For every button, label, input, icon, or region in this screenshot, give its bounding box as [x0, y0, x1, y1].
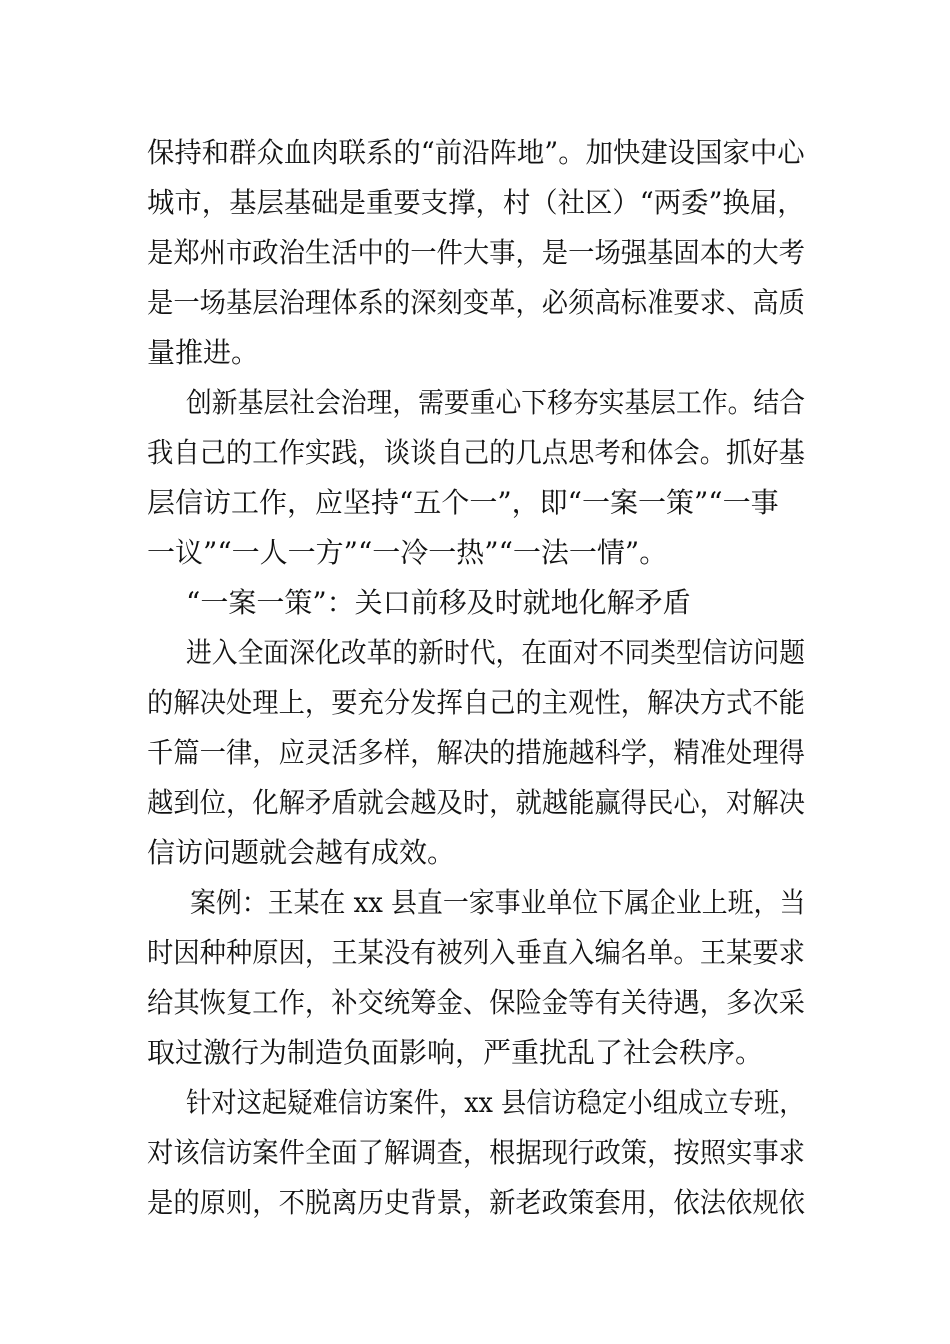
paragraph-6-line-2: 对该信访案件全面了解调查，根据现行政策，按照实事求 [147, 1136, 806, 1169]
section-heading: “一案一策”：关口前移及时就地化解矛盾 [186, 586, 691, 619]
case-paragraph-line-1: 案例：王某在 xx 县直一家事业单位下属企业上班，当 [190, 886, 806, 919]
paragraph-2-line-2: 我自己的工作实践，谈谈自己的几点思考和体会。抓好基 [147, 436, 806, 469]
paragraph-4-line-3: 千篇一律，应灵活多样，解决的措施越科学，精准处理得 [147, 736, 806, 769]
paragraph-1-line-3: 是郑州市政治生活中的一件大事，是一场强基固本的大考 [147, 236, 806, 269]
paragraph-1-line-2: 城市，基层基础是重要支撑，村（社区）“两委”换届， [147, 186, 805, 219]
case-paragraph-line-4: 取过激行为制造负面影响，严重扰乱了社会秩序。 [147, 1036, 764, 1069]
paragraph-6-line-3: 是的原则，不脱离历史背景，新老政策套用，依法依规依 [147, 1186, 806, 1219]
case-paragraph-line-2: 时因种种原因，王某没有被列入垂直入编名单。王某要求 [147, 936, 806, 969]
case-paragraph-line-3: 给其恢复工作，补交统筹金、保险金等有关待遇，多次采 [147, 986, 806, 1019]
paragraph-2-line-4: 一议”“一人一方”“一冷一热”“一法一情”。 [147, 536, 668, 569]
paragraph-4-line-2: 的解决处理上，要充分发挥自己的主观性，解决方式不能 [147, 686, 806, 719]
paragraph-4-line-1: 进入全面深化改革的新时代，在面对不同类型信访问题 [186, 636, 805, 669]
paragraph-1-line-4: 是一场基层治理体系的深刻变革，必须高标准要求、高质 [147, 286, 806, 319]
paragraph-4-line-5: 信访问题就会越有成效。 [147, 836, 456, 869]
paragraph-6-line-1: 针对这起疑难信访案件，xx 县信访稳定小组成立专班， [186, 1086, 805, 1119]
paragraph-1-line-1: 保持和群众血肉联系的“前沿阵地”。加快建设国家中心 [147, 136, 805, 169]
paragraph-4-line-4: 越到位，化解矛盾就会越及时，就越能赢得民心，对解决 [147, 786, 806, 819]
paragraph-1-line-5: 量推进。 [147, 336, 260, 369]
paragraph-2-line-3: 层信访工作，应坚持“五个一”，即“一案一策”“一事 [147, 486, 779, 519]
paragraph-2-line-1: 创新基层社会治理，需要重心下移夯实基层工作。结合 [186, 386, 805, 419]
